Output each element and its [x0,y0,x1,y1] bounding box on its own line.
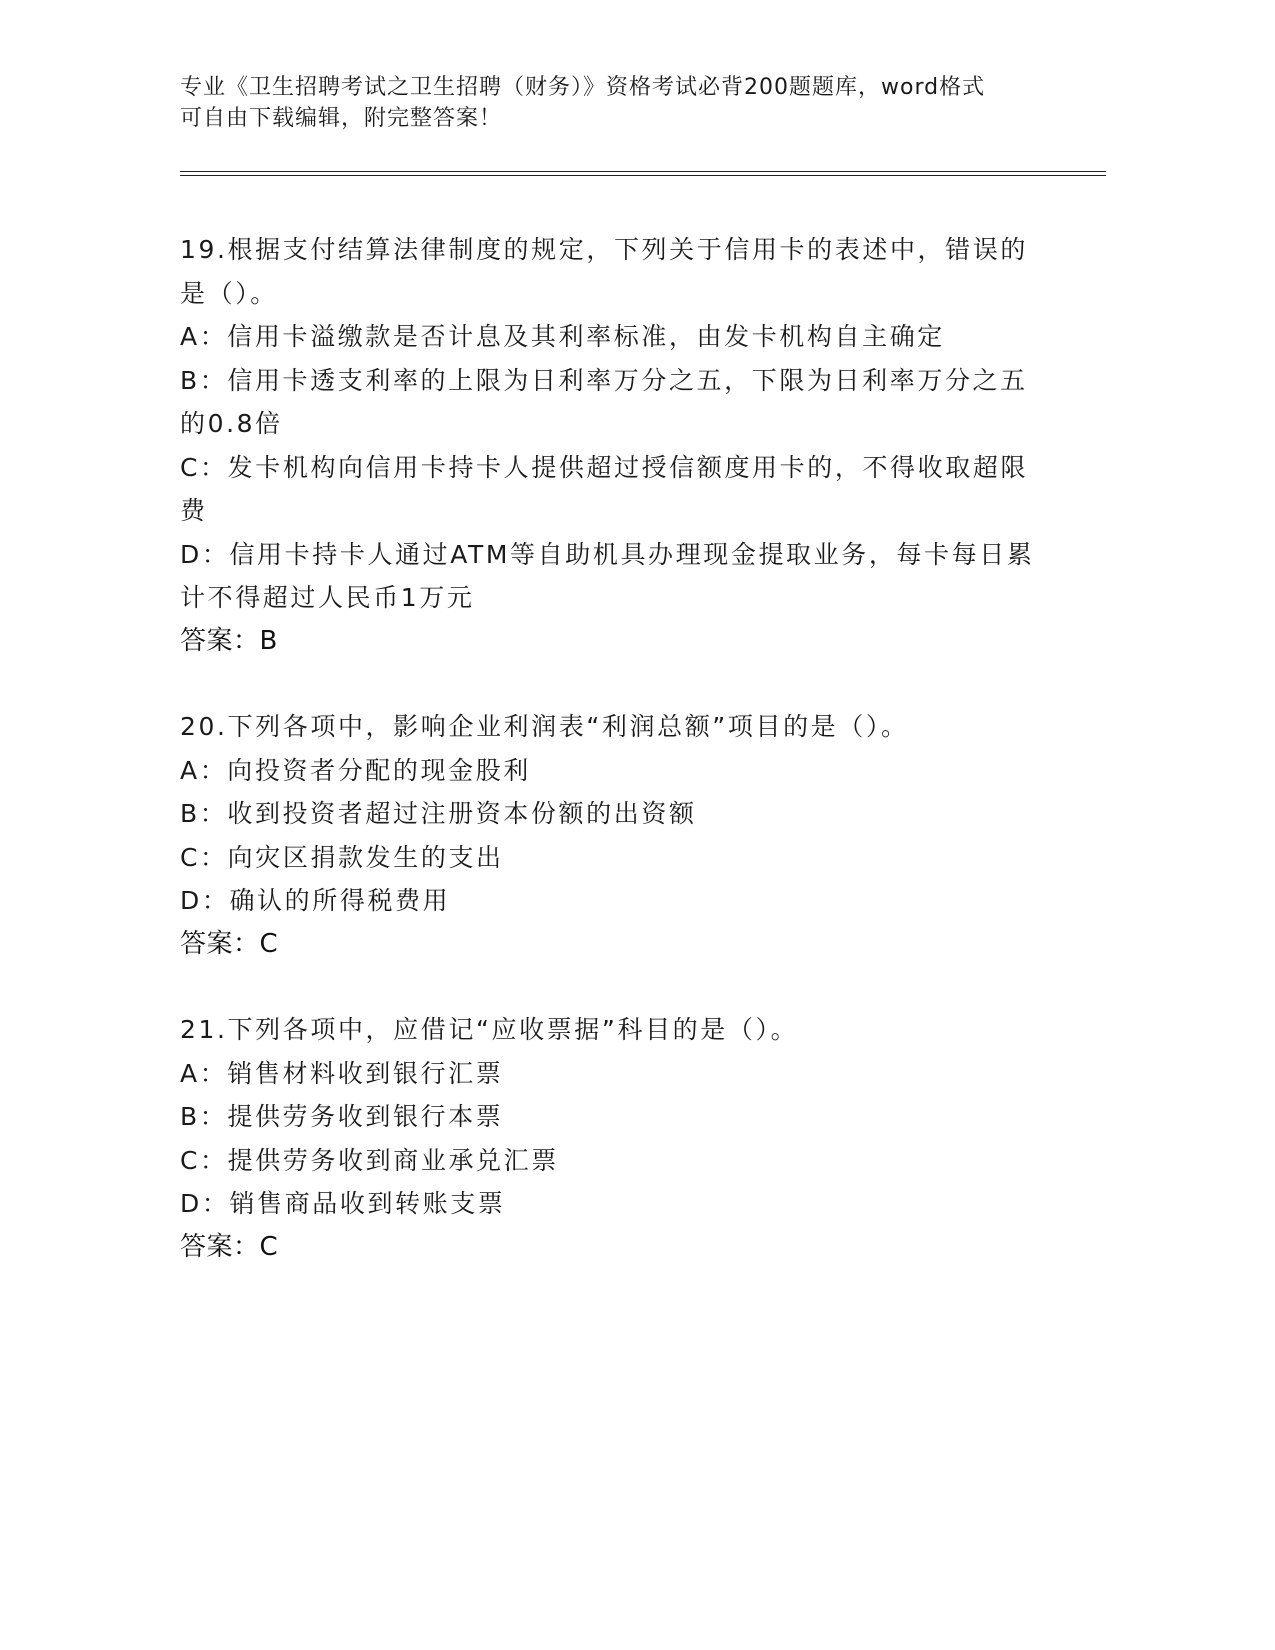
answer: 答案：C [180,928,279,959]
question-stem: 20.下列各项中，影响企业利润表“利润总额”项目的是（）。 [180,712,909,741]
question-21 [180,1008,1040,1269]
question-stem-continued: 是（）。 [180,278,278,308]
option-a: A：销售材料收到银行汇票 [180,1058,504,1088]
option-a: A：信用卡溢缴款是否计息及其利率标准，由发卡机构自主确定 [180,322,945,351]
option-b: B：收到投资者超过注册资本份额的出资额 [180,799,697,828]
option-c: C：提供劳务收到商业承兑汇票 [180,1145,559,1175]
option-b: B：提供劳务收到银行本票 [180,1102,504,1131]
answer: 答案：B [180,625,278,656]
option-a: A：向投资者分配的现金股利 [180,755,531,785]
option-d-continued: 计不得超过人民币1万元 [180,583,475,612]
option-c: C：向灾区捐款发生的支出 [180,842,504,872]
option-d: D：信用卡持卡人通过ATM等自助机具办理现金提取业务，每卡每日累 [180,539,1035,569]
question-stem: 21.下列各项中，应借记“应收票据”科目的是（）。 [180,1015,799,1044]
option-b-continued: 的0.8倍 [180,409,283,438]
option-d: D：销售商品收到转账支票 [180,1189,506,1218]
option-b: B：信用卡透支利率的上限为日利率万分之五，下限为日利率万分之五 [180,365,1028,395]
header-line-1: 专业《卫生招聘考试之卫生招聘（财务）》资格考试必背200题题库，word格式 [180,75,986,100]
question-20 [180,705,1040,966]
document-header [180,72,1060,134]
question-stem: 19.根据支付结算法律制度的规定，下列关于信用卡的表述中，错误的 [180,235,1028,264]
question-19 [180,228,1040,663]
option-c: C：发卡机构向信用卡持卡人提供超过授信额度用卡的，不得收取超限 [180,452,1029,482]
question-list [180,228,1040,1269]
header-divider-top [180,171,1106,172]
header-line-2: 可自由下载编辑，附完整答案！ [180,106,503,131]
header-divider-bottom [180,175,1106,176]
answer: 答案：C [180,1231,279,1262]
option-d: D：确认的所得税费用 [180,886,451,915]
option-c-continued: 费 [180,496,208,525]
